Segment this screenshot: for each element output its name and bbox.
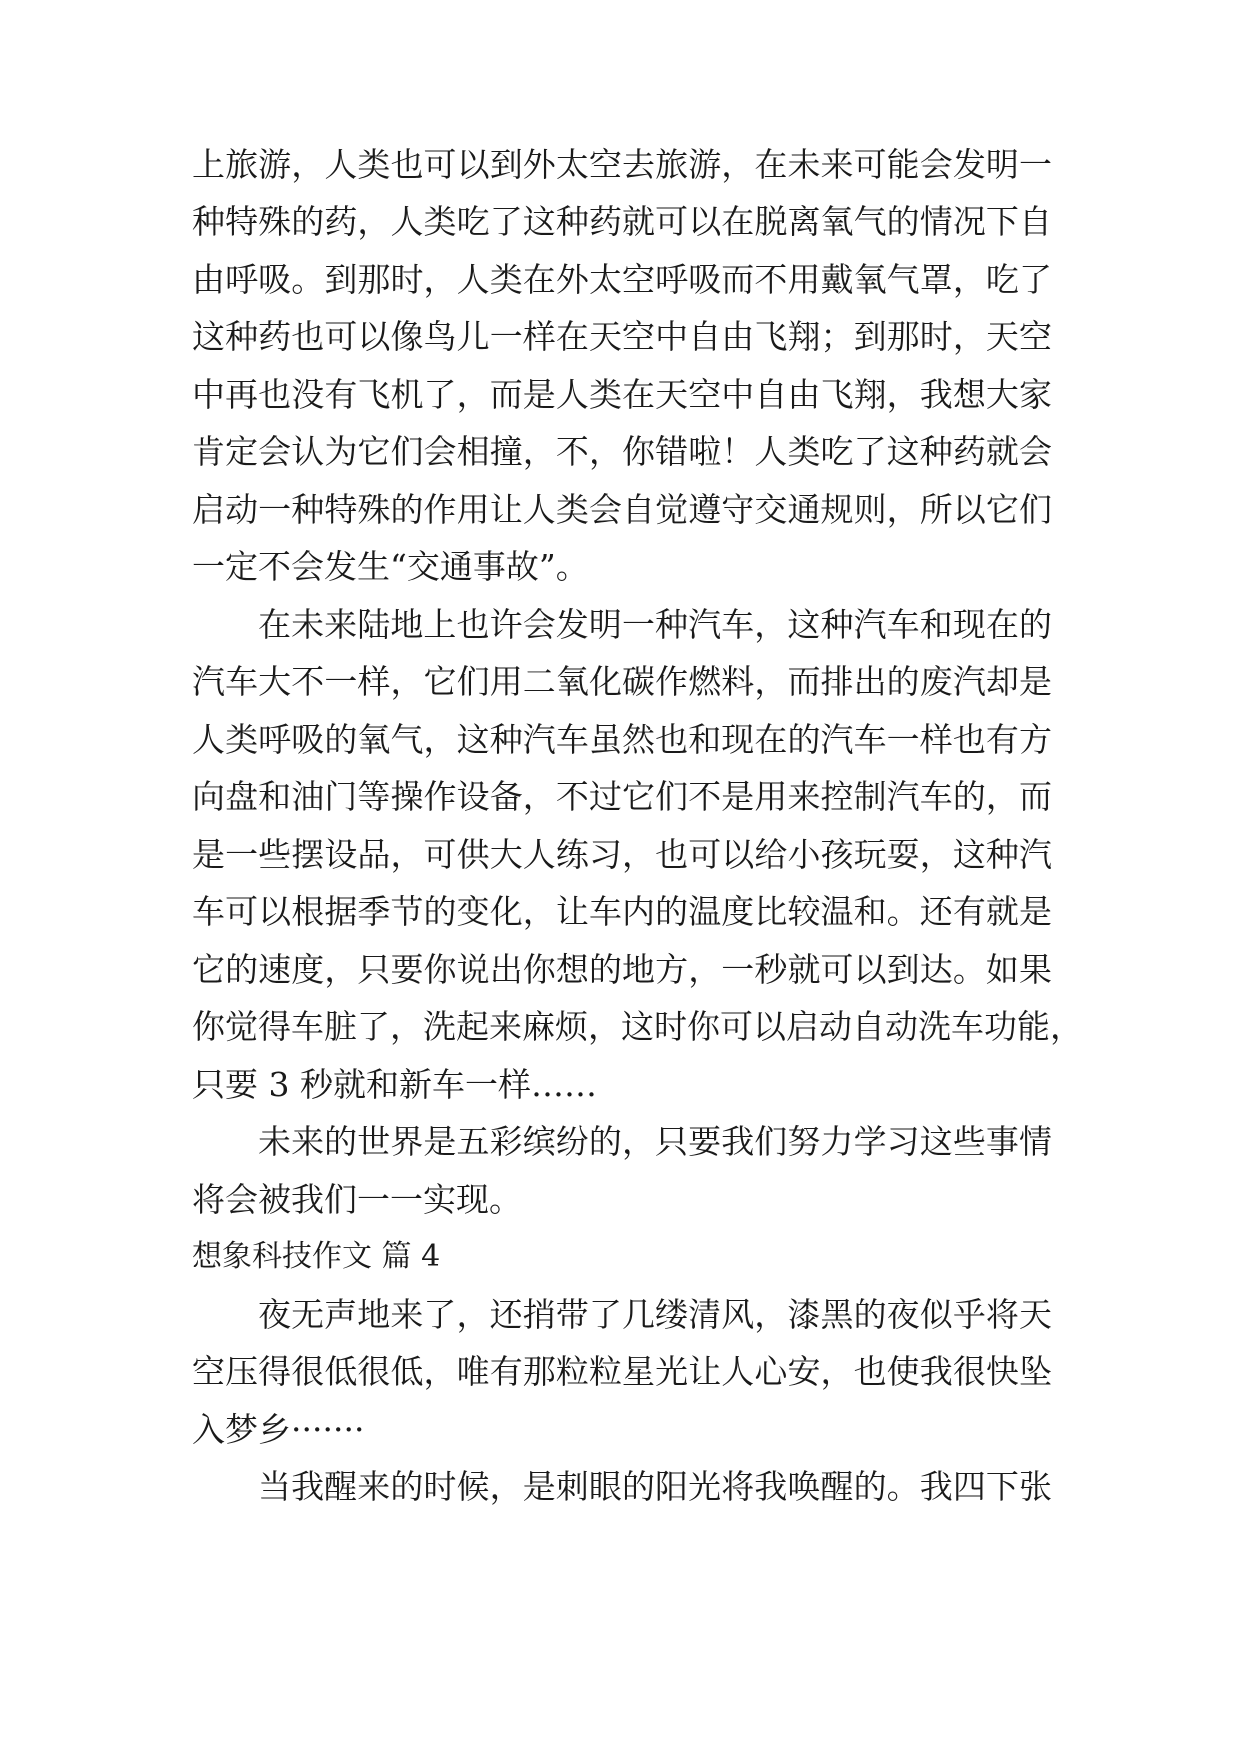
text-line: 一定不会发生“交通事故”。 [192,547,589,586]
text-line: 将会被我们一一实现。 [192,1180,522,1219]
text-line: 中再也没有飞机了，而是人类在天空中自由飞翔，我想大家 [192,375,1052,414]
text-line: 车可以根据季节的变化，让车内的温度比较温和。还有就是 [192,892,1052,931]
paragraph-first-line: 未来的世界是五彩缤纷的，只要我们努力学习这些事情 [258,1122,1052,1161]
text-line: 启动一种特殊的作用让人类会自觉遵守交通规则，所以它们 [192,490,1052,529]
paragraph-first-line: 在未来陆地上也许会发明一种汽车，这种汽车和现在的 [258,605,1052,644]
text-line: 它的速度，只要你说出你想的地方，一秒就可以到达。如果 [192,950,1052,989]
text-line: 向盘和油门等操作设备，不过它们不是用来控制汽车的，而 [192,777,1052,816]
text-line: 种特殊的药，人类吃了这种药就可以在脱离氧气的情况下自 [192,202,1052,241]
text-line: 由呼吸。到那时，人类在外太空呼吸而不用戴氧气罩，吃了 [192,260,1052,299]
text-line: 空压得很低很低，唯有那粒粒星光让人心安，也使我很快坠 [192,1352,1052,1391]
text-line: 人类呼吸的氧气，这种汽车虽然也和现在的汽车一样也有方 [192,720,1052,759]
text-line: 上旅游，人类也可以到外太空去旅游，在未来可能会发明一 [192,145,1052,184]
text-line: 这种药也可以像鸟儿一样在天空中自由飞翔；到那时，天空 [192,317,1052,356]
text-line: 汽车大不一样，它们用二氧化碳作燃料，而排出的废汽却是 [192,662,1052,701]
text-line: 是一些摆设品，可供大人练习，也可以给小孩玩耍，这种汽 [192,835,1052,874]
text-line: 肯定会认为它们会相撞，不，你错啦！人类吃了这种药就会 [192,432,1052,471]
paragraph-first-line: 夜无声地来了，还捎带了几缕清风，漆黑的夜似乎将天 [258,1295,1052,1334]
section-heading: 想象科技作文 篇 4 [192,1239,441,1274]
paragraph-first-line: 当我醒来的时候，是刺眼的阳光将我唤醒的。我四下张 [258,1467,1052,1506]
text-line: 你觉得车脏了，洗起来麻烦，这时你可以启动自动洗车功能， [192,1007,1083,1046]
text-line: 入梦乡······· [192,1410,365,1449]
text-line: 只要 3 秒就和新车一样…… [192,1065,597,1104]
